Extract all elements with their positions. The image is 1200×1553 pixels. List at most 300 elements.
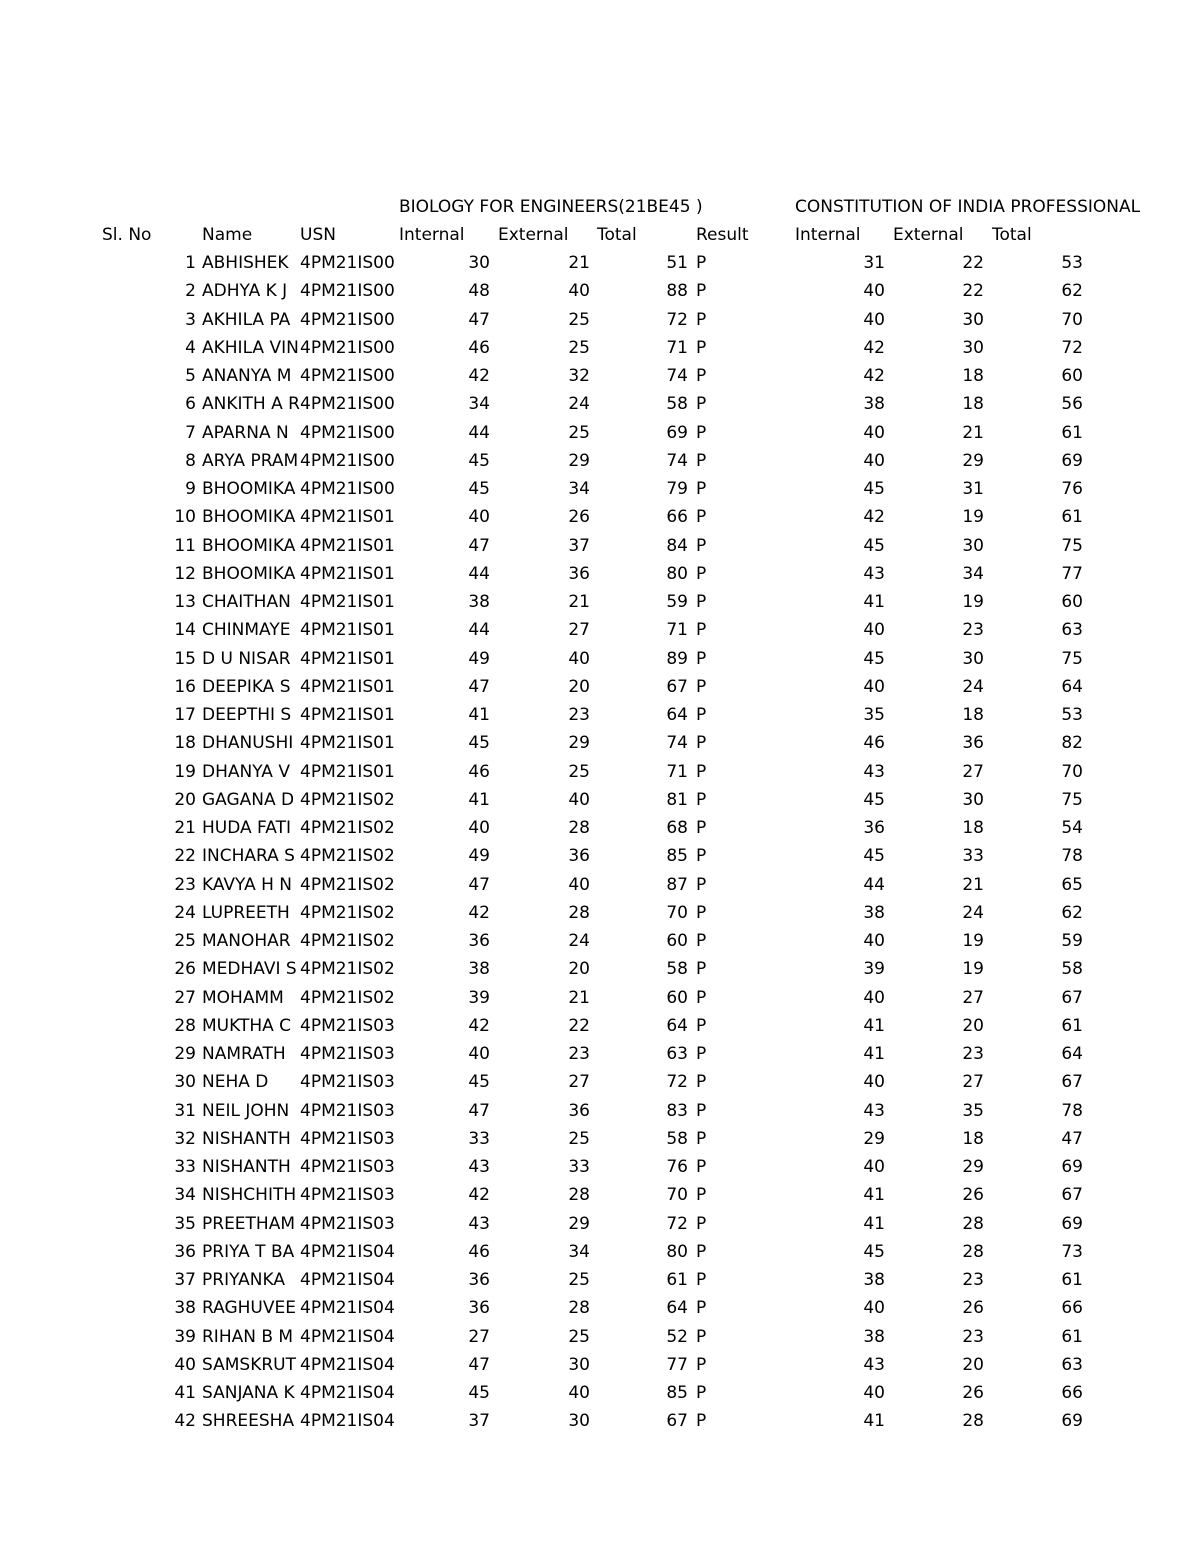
cell-external-biology: 23	[568, 1044, 590, 1064]
cell-total-biology: 76	[666, 1157, 688, 1177]
cell-result: P	[696, 1128, 707, 1149]
cell-external-biology: 21	[568, 253, 590, 273]
cell-usn: 4PM21IS04	[300, 1241, 395, 1262]
cell-result: P	[696, 1383, 707, 1403]
cell-internal-biology: 45	[468, 733, 490, 754]
cell-usn: 4PM21IS03	[300, 1128, 395, 1149]
cell-name: NEHA D	[202, 1072, 269, 1093]
cell-internal-biology: 45	[468, 450, 490, 471]
cell-name: APARNA N	[202, 422, 289, 443]
cell-sl-no: 8	[185, 450, 196, 471]
cell-internal-constitution: 43	[863, 563, 885, 584]
cell-internal-constitution: 43	[863, 761, 885, 782]
cell-sl-no: 15	[174, 648, 196, 669]
cell-internal-constitution: 45	[863, 789, 885, 810]
cell-internal-biology: 47	[468, 676, 490, 697]
cell-name: LUPREETH	[202, 902, 290, 923]
cell-internal-constitution: 45	[863, 1241, 885, 1262]
cell-external-constitution: 22	[962, 253, 984, 273]
cell-external-constitution: 18	[962, 394, 984, 415]
cell-total-biology: 51	[666, 253, 688, 273]
cell-name: BHOOMIKA	[202, 479, 296, 499]
cell-name: BHOOMIKA	[202, 535, 296, 556]
cell-name: NISHCHITH	[202, 1185, 297, 1206]
cell-result: P	[696, 535, 707, 556]
cell-internal-constitution: 45	[863, 846, 885, 867]
cell-internal-biology: 38	[468, 592, 490, 612]
cell-name: RIHAN B M	[202, 1326, 294, 1347]
cell-external-constitution: 27	[962, 1072, 984, 1093]
cell-name: ANKITH A R	[202, 394, 300, 415]
cell-sl-no: 23	[174, 874, 196, 895]
cell-total-biology: 87	[666, 874, 688, 895]
cell-name: KAVYA H N	[202, 874, 293, 895]
cell-usn: 4PM21IS03	[300, 1100, 395, 1121]
cell-result: P	[696, 1213, 707, 1234]
cell-internal-constitution: 43	[863, 1354, 885, 1375]
cell-total-constitution: 61	[1061, 1015, 1083, 1036]
cell-internal-biology: 41	[468, 705, 490, 725]
cell-usn: 4PM21IS03	[300, 1015, 395, 1036]
cell-total-constitution: 62	[1061, 281, 1083, 302]
cell-result: P	[696, 874, 707, 895]
cell-name: ARYA PRAM	[202, 450, 299, 471]
cell-total-constitution: 47	[1061, 1128, 1083, 1149]
cell-usn: 4PM21IS03	[300, 1157, 395, 1177]
cell-usn: 4PM21IS02	[300, 959, 395, 980]
cell-sl-no: 4	[185, 337, 196, 358]
cell-total-constitution: 61	[1061, 507, 1083, 528]
cell-internal-biology: 46	[468, 337, 490, 358]
cell-sl-no: 24	[174, 902, 196, 923]
cell-usn: 4PM21IS03	[300, 1044, 395, 1064]
cell-internal-constitution: 45	[863, 535, 885, 556]
cell-internal-biology: 45	[468, 479, 490, 499]
cell-internal-constitution: 31	[863, 253, 885, 273]
cell-total-biology: 80	[666, 1241, 688, 1262]
cell-total-constitution: 70	[1061, 761, 1083, 782]
cell-name: NAMRATH	[202, 1044, 286, 1064]
cell-sl-no: 1	[185, 253, 196, 273]
cell-internal-biology: 37	[468, 1411, 490, 1432]
cell-result: P	[696, 1270, 707, 1290]
cell-internal-constitution: 43	[863, 1100, 885, 1121]
cell-total-constitution: 58	[1061, 959, 1083, 980]
cell-external-biology: 40	[568, 281, 590, 302]
cell-external-biology: 34	[568, 479, 590, 499]
cell-internal-constitution: 40	[863, 450, 885, 471]
cell-name: NISHANTH	[202, 1157, 291, 1177]
cell-external-biology: 25	[568, 1128, 590, 1149]
cell-internal-biology: 47	[468, 1354, 490, 1375]
cell-total-constitution: 69	[1061, 450, 1083, 471]
cell-external-biology: 29	[568, 733, 590, 754]
cell-result: P	[696, 818, 707, 838]
cell-external-biology: 25	[568, 1326, 590, 1347]
cell-internal-biology: 27	[468, 1326, 490, 1347]
cell-sl-no: 2	[185, 281, 196, 302]
cell-usn: 4PM21IS00	[300, 366, 395, 386]
cell-usn: 4PM21IS03	[300, 1185, 395, 1206]
cell-total-constitution: 66	[1061, 1298, 1083, 1319]
cell-external-biology: 25	[568, 337, 590, 358]
cell-external-biology: 24	[568, 394, 590, 415]
cell-total-constitution: 56	[1061, 394, 1083, 415]
cell-external-constitution: 18	[962, 1128, 984, 1149]
cell-total-constitution: 67	[1061, 1072, 1083, 1093]
cell-total-constitution: 75	[1061, 789, 1083, 810]
cell-sl-no: 28	[174, 1015, 196, 1036]
subject-title-constitution: CONSTITUTION OF INDIA PROFESSIONAL	[795, 197, 1141, 217]
cell-name: AKHILA VIN	[202, 337, 299, 358]
cell-total-constitution: 61	[1061, 1270, 1083, 1290]
cell-internal-biology: 40	[468, 818, 490, 838]
cell-total-biology: 74	[666, 733, 688, 754]
cell-total-biology: 85	[666, 1383, 688, 1403]
cell-total-constitution: 72	[1061, 337, 1083, 358]
cell-usn: 4PM21IS02	[300, 846, 395, 867]
cell-total-constitution: 61	[1061, 1326, 1083, 1347]
cell-internal-biology: 42	[468, 366, 490, 386]
cell-result: P	[696, 337, 707, 358]
cell-internal-constitution: 41	[863, 1015, 885, 1036]
cell-result: P	[696, 1354, 707, 1375]
cell-internal-constitution: 40	[863, 1383, 885, 1403]
cell-result: P	[696, 563, 707, 584]
cell-total-constitution: 78	[1061, 1100, 1083, 1121]
cell-result: P	[696, 705, 707, 725]
cell-sl-no: 29	[174, 1044, 196, 1064]
cell-external-biology: 36	[568, 563, 590, 584]
cell-internal-biology: 41	[468, 789, 490, 810]
header-name: Name	[202, 225, 253, 245]
cell-total-biology: 74	[666, 366, 688, 386]
cell-name: ABHISHEK	[202, 253, 289, 273]
cell-external-biology: 29	[568, 1213, 590, 1234]
cell-external-biology: 33	[568, 1157, 590, 1177]
cell-total-constitution: 75	[1061, 648, 1083, 669]
cell-usn: 4PM21IS04	[300, 1354, 395, 1375]
cell-internal-constitution: 40	[863, 1157, 885, 1177]
cell-internal-constitution: 35	[863, 705, 885, 725]
cell-result: P	[696, 1298, 707, 1319]
cell-result: P	[696, 1157, 707, 1177]
cell-internal-biology: 47	[468, 1100, 490, 1121]
header-total-biology: Total	[597, 225, 637, 245]
cell-internal-biology: 42	[468, 1185, 490, 1206]
cell-total-constitution: 78	[1061, 846, 1083, 867]
cell-name: BHOOMIKA	[202, 507, 296, 528]
cell-usn: 4PM21IS00	[300, 450, 395, 471]
cell-sl-no: 16	[174, 676, 196, 697]
cell-external-constitution: 23	[962, 620, 984, 641]
header-external-constitution: External	[893, 225, 964, 245]
cell-total-biology: 74	[666, 450, 688, 471]
cell-sl-no: 21	[174, 818, 196, 838]
cell-sl-no: 6	[185, 394, 196, 415]
cell-usn: 4PM21IS01	[300, 507, 395, 528]
cell-result: P	[696, 987, 707, 1008]
cell-result: P	[696, 733, 707, 754]
cell-name: NISHANTH	[202, 1128, 291, 1149]
cell-result: P	[696, 394, 707, 415]
cell-sl-no: 30	[174, 1072, 196, 1093]
cell-total-biology: 70	[666, 902, 688, 923]
cell-external-constitution: 19	[962, 507, 984, 528]
cell-name: PRIYANKA	[202, 1270, 285, 1290]
cell-total-biology: 71	[666, 620, 688, 641]
cell-name: RAGHUVEE	[202, 1298, 296, 1319]
cell-total-constitution: 67	[1061, 987, 1083, 1008]
cell-total-constitution: 53	[1061, 705, 1083, 725]
cell-internal-biology: 40	[468, 1044, 490, 1064]
cell-total-biology: 72	[666, 1072, 688, 1093]
cell-internal-biology: 43	[468, 1157, 490, 1177]
cell-external-biology: 21	[568, 987, 590, 1008]
cell-external-constitution: 30	[962, 535, 984, 556]
cell-external-biology: 25	[568, 761, 590, 782]
cell-external-constitution: 27	[962, 987, 984, 1008]
cell-usn: 4PM21IS00	[300, 394, 395, 415]
cell-internal-constitution: 36	[863, 818, 885, 838]
cell-internal-constitution: 44	[863, 874, 885, 895]
cell-result: P	[696, 1015, 707, 1036]
cell-external-constitution: 18	[962, 705, 984, 725]
cell-result: P	[696, 253, 707, 273]
cell-external-biology: 24	[568, 931, 590, 951]
cell-total-constitution: 65	[1061, 874, 1083, 895]
cell-result: P	[696, 902, 707, 923]
cell-external-biology: 30	[568, 1354, 590, 1375]
cell-external-biology: 25	[568, 1270, 590, 1290]
cell-external-biology: 40	[568, 648, 590, 669]
cell-total-biology: 77	[666, 1354, 688, 1375]
cell-name: NEIL JOHN	[202, 1100, 290, 1121]
cell-sl-no: 40	[174, 1354, 196, 1375]
cell-result: P	[696, 648, 707, 669]
cell-external-biology: 25	[568, 309, 590, 330]
cell-result: P	[696, 1044, 707, 1064]
cell-total-biology: 67	[666, 676, 688, 697]
cell-external-biology: 28	[568, 902, 590, 923]
cell-internal-constitution: 38	[863, 902, 885, 923]
cell-external-constitution: 34	[962, 563, 984, 584]
cell-sl-no: 31	[174, 1100, 196, 1121]
cell-external-constitution: 23	[962, 1326, 984, 1347]
cell-external-constitution: 36	[962, 733, 984, 754]
cell-usn: 4PM21IS04	[300, 1298, 395, 1319]
cell-sl-no: 12	[174, 563, 196, 584]
cell-internal-biology: 42	[468, 1015, 490, 1036]
cell-total-constitution: 53	[1061, 253, 1083, 273]
cell-result: P	[696, 1185, 707, 1206]
cell-internal-constitution: 42	[863, 507, 885, 528]
cell-internal-biology: 43	[468, 1213, 490, 1234]
cell-total-biology: 84	[666, 535, 688, 556]
cell-internal-constitution: 40	[863, 1298, 885, 1319]
cell-external-constitution: 30	[962, 648, 984, 669]
cell-external-constitution: 28	[962, 1213, 984, 1234]
cell-sl-no: 11	[174, 535, 196, 556]
cell-internal-constitution: 41	[863, 1044, 885, 1064]
cell-internal-constitution: 41	[863, 1185, 885, 1206]
cell-result: P	[696, 846, 707, 867]
cell-external-constitution: 19	[962, 959, 984, 980]
cell-sl-no: 9	[185, 479, 196, 499]
cell-external-constitution: 33	[962, 846, 984, 867]
cell-external-biology: 20	[568, 959, 590, 980]
cell-total-biology: 81	[666, 789, 688, 810]
cell-external-biology: 28	[568, 1298, 590, 1319]
cell-usn: 4PM21IS02	[300, 902, 395, 923]
cell-internal-biology: 40	[468, 507, 490, 528]
cell-external-constitution: 30	[962, 309, 984, 330]
cell-total-biology: 80	[666, 563, 688, 584]
header-result: Result	[696, 225, 749, 245]
cell-total-biology: 58	[666, 959, 688, 980]
cell-internal-biology: 47	[468, 309, 490, 330]
cell-internal-constitution: 41	[863, 592, 885, 612]
cell-name: SANJANA K	[202, 1383, 295, 1403]
cell-result: P	[696, 761, 707, 782]
cell-external-constitution: 19	[962, 931, 984, 951]
cell-result: P	[696, 479, 707, 499]
cell-external-biology: 23	[568, 705, 590, 725]
cell-external-biology: 34	[568, 1241, 590, 1262]
cell-name: SAMSKRUT	[202, 1354, 296, 1375]
cell-external-constitution: 26	[962, 1298, 984, 1319]
cell-total-constitution: 76	[1061, 479, 1083, 499]
cell-internal-constitution: 29	[863, 1128, 885, 1149]
cell-total-biology: 60	[666, 987, 688, 1008]
cell-external-constitution: 29	[962, 1157, 984, 1177]
cell-external-constitution: 27	[962, 761, 984, 782]
cell-total-constitution: 60	[1061, 366, 1083, 386]
cell-internal-biology: 36	[468, 1298, 490, 1319]
cell-external-constitution: 26	[962, 1185, 984, 1206]
subject-title-biology: BIOLOGY FOR ENGINEERS(21BE45 )	[399, 197, 703, 217]
cell-internal-biology: 44	[468, 563, 490, 584]
cell-external-constitution: 28	[962, 1411, 984, 1432]
cell-total-biology: 58	[666, 1128, 688, 1149]
cell-usn: 4PM21IS04	[300, 1411, 395, 1432]
cell-usn: 4PM21IS04	[300, 1383, 395, 1403]
header-internal-biology: Internal	[399, 225, 465, 245]
cell-internal-constitution: 40	[863, 620, 885, 641]
cell-total-constitution: 63	[1061, 620, 1083, 641]
cell-external-constitution: 24	[962, 902, 984, 923]
cell-usn: 4PM21IS02	[300, 987, 395, 1008]
cell-external-constitution: 21	[962, 422, 984, 443]
cell-name: MANOHAR	[202, 931, 291, 951]
cell-internal-biology: 34	[468, 394, 490, 415]
cell-external-constitution: 23	[962, 1270, 984, 1290]
cell-sl-no: 25	[174, 931, 196, 951]
cell-internal-constitution: 38	[863, 394, 885, 415]
cell-result: P	[696, 1411, 707, 1432]
cell-result: P	[696, 1326, 707, 1347]
cell-usn: 4PM21IS00	[300, 422, 395, 443]
cell-external-biology: 22	[568, 1015, 590, 1036]
cell-name: ADHYA K J	[202, 281, 288, 302]
cell-usn: 4PM21IS01	[300, 676, 395, 697]
cell-name: DHANYA V	[202, 761, 290, 782]
cell-internal-constitution: 41	[863, 1411, 885, 1432]
cell-internal-biology: 42	[468, 902, 490, 923]
cell-total-biology: 64	[666, 705, 688, 725]
cell-total-constitution: 73	[1061, 1241, 1083, 1262]
cell-internal-biology: 49	[468, 846, 490, 867]
cell-usn: 4PM21IS00	[300, 309, 395, 330]
cell-sl-no: 7	[185, 422, 196, 443]
cell-total-biology: 71	[666, 761, 688, 782]
cell-total-constitution: 66	[1061, 1383, 1083, 1403]
cell-external-constitution: 19	[962, 592, 984, 612]
cell-result: P	[696, 309, 707, 330]
cell-internal-biology: 30	[468, 253, 490, 273]
cell-total-constitution: 75	[1061, 535, 1083, 556]
cell-internal-biology: 45	[468, 1072, 490, 1093]
cell-result: P	[696, 1241, 707, 1262]
cell-name: MUKTHA C	[202, 1015, 292, 1036]
cell-sl-no: 26	[174, 959, 196, 980]
cell-internal-constitution: 39	[863, 959, 885, 980]
cell-total-biology: 69	[666, 422, 688, 443]
cell-internal-constitution: 38	[863, 1326, 885, 1347]
cell-sl-no: 27	[174, 987, 196, 1008]
cell-total-constitution: 61	[1061, 422, 1083, 443]
cell-external-biology: 37	[568, 535, 590, 556]
cell-internal-constitution: 40	[863, 309, 885, 330]
cell-sl-no: 14	[174, 620, 196, 641]
cell-sl-no: 17	[174, 705, 196, 725]
cell-external-biology: 26	[568, 507, 590, 528]
cell-name: HUDA FATI	[202, 818, 291, 838]
cell-usn: 4PM21IS01	[300, 563, 395, 584]
cell-internal-biology: 36	[468, 1270, 490, 1290]
cell-total-biology: 72	[666, 1213, 688, 1234]
cell-total-constitution: 82	[1061, 733, 1083, 754]
cell-sl-no: 20	[174, 789, 196, 810]
cell-external-constitution: 26	[962, 1383, 984, 1403]
cell-total-biology: 79	[666, 479, 688, 499]
header-sl-no: Sl. No	[102, 225, 152, 245]
cell-internal-biology: 47	[468, 535, 490, 556]
cell-result: P	[696, 281, 707, 302]
header-usn: USN	[300, 225, 336, 245]
cell-external-constitution: 28	[962, 1241, 984, 1262]
cell-sl-no: 42	[174, 1411, 196, 1432]
cell-internal-constitution: 38	[863, 1270, 885, 1290]
cell-total-constitution: 69	[1061, 1157, 1083, 1177]
cell-total-constitution: 54	[1061, 818, 1083, 838]
cell-result: P	[696, 592, 707, 612]
cell-total-constitution: 69	[1061, 1411, 1083, 1432]
cell-external-biology: 30	[568, 1411, 590, 1432]
cell-internal-biology: 46	[468, 761, 490, 782]
cell-usn: 4PM21IS01	[300, 648, 395, 669]
cell-external-biology: 27	[568, 620, 590, 641]
cell-usn: 4PM21IS01	[300, 705, 395, 725]
cell-result: P	[696, 676, 707, 697]
cell-usn: 4PM21IS02	[300, 874, 395, 895]
cell-usn: 4PM21IS00	[300, 337, 395, 358]
cell-internal-constitution: 41	[863, 1213, 885, 1234]
cell-usn: 4PM21IS02	[300, 931, 395, 951]
cell-external-constitution: 18	[962, 818, 984, 838]
cell-result: P	[696, 959, 707, 980]
cell-name: DEEPIKA S	[202, 676, 291, 697]
